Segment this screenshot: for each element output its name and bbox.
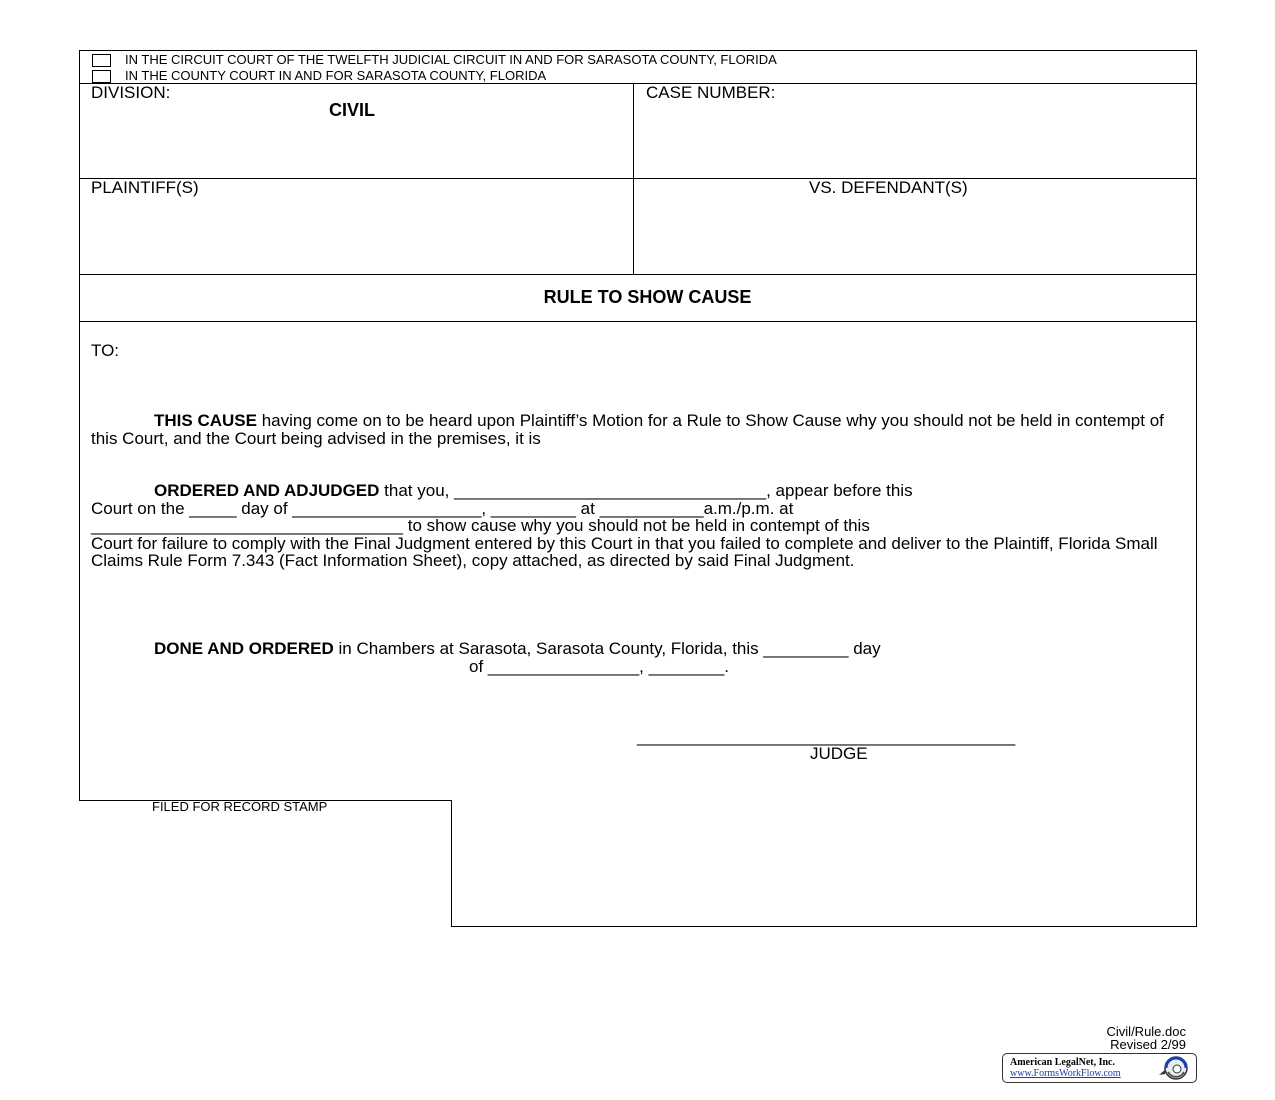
judge-label: JUDGE [810,744,868,763]
circuit-court-option[interactable] [92,52,777,67]
division-value: CIVIL [329,100,376,120]
this-cause-text: having come on to be heard upon Plaintiff’s Motion for a Rule to Show Cause why you should not be held in contempt of this Court, and the Court being advised in the premises, it is [91,411,1164,448]
division-label: DIVISION: [91,83,171,102]
ordered-line-1: that you, _________________________________, appear before this [379,481,913,500]
plaintiff-label: PLAINTIFF(S) [91,178,199,197]
american-legalnet-logo[interactable] [1002,1053,1197,1083]
done-bold: DONE AND ORDERED [154,639,334,658]
paragraph-done [91,640,1191,675]
case-number-label: CASE NUMBER: [646,83,776,102]
to-label: TO: [91,341,120,360]
revised-date: Revised 2/99 [1110,1037,1186,1052]
judge-signature-line: ________________________________________ [637,727,1016,746]
ordered-bold: ORDERED AND ADJUDGED [154,481,380,500]
frame-left-border [79,50,80,800]
defendant-label: VS. DEFENDANT(S) [809,178,968,197]
logo-company-name: American LegalNet, Inc. [1010,1057,1115,1068]
globe-arrow-icon [1156,1055,1192,1086]
county-court-checkbox[interactable] [92,70,111,83]
title-row-divider [79,321,1197,322]
county-court-option[interactable] [92,68,546,83]
form-title: RULE TO SHOW CAUSE [543,287,752,307]
doc-name: Civil/Rule.doc [1106,1024,1186,1039]
circuit-court-checkbox[interactable] [92,54,111,67]
logo-url-link[interactable]: www.FormsWorkFlow.com [1010,1068,1121,1079]
circuit-court-label: IN THE CIRCUIT COURT OF THE TWELFTH JUDICIAL CIRCUIT IN AND FOR SARASOTA COUNTY, FLORIDA [125,52,777,67]
ordered-rest: Court for failure to comply with the Final Judgment entered by this Court in that you failed to complete and deliver to the Plaintiff, Florida Small Claims Rule Form 7.343 (Fact Information Sheet), copy attached, as directed by said Final Judgment. [91,533,1158,570]
filed-stamp-label: FILED FOR RECORD STAMP [152,799,328,814]
ordered-line-3: _________________________________ to show cause why you should not be held in contempt of this [91,516,870,535]
done-line-2: of ________________, ________. [469,656,729,676]
frame-right-border [1196,50,1197,927]
paragraph-ordered [91,482,1181,570]
this-cause-bold: THIS CAUSE [154,411,257,430]
frame-bottom-border [451,926,1197,927]
paragraph-this-cause [91,412,1181,447]
frame-top-border [79,50,1197,51]
ordered-line-2: Court on the _____ day of ____________________, _________ at ___________a.m./p.m. at [91,498,794,518]
county-court-label: IN THE COUNTY COURT IN AND FOR SARASOTA COUNTY, FLORIDA [125,68,547,83]
done-line-1: in Chambers at Sarasota, Sarasota County, Florida, this _________ day [333,639,881,658]
header-divider [79,83,1197,84]
stamp-box-right [451,800,452,927]
center-column-divider [633,83,634,274]
party-row-divider [79,274,1197,275]
division-row-divider [79,178,1197,179]
